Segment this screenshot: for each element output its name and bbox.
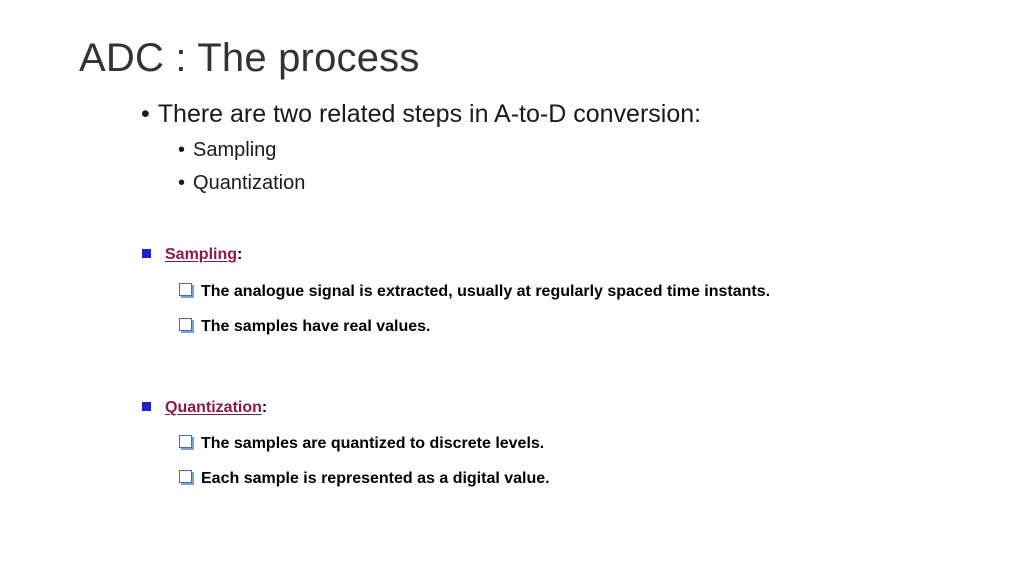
quantization-link[interactable]: Quantization — [165, 399, 262, 416]
sub-bullet-sampling — [178, 139, 276, 162]
sampling-point-2 — [179, 318, 430, 336]
sub-bullet-quantization — [178, 172, 305, 195]
square-bullet-icon — [142, 402, 151, 411]
point-text: Each sample is represented as a digital value. — [201, 470, 550, 487]
checkbox-icon — [179, 318, 192, 331]
point-text: The samples are quantized to discrete levels. — [201, 435, 545, 452]
bullet-dot-icon: • — [141, 100, 150, 128]
intro-bullet — [141, 100, 701, 129]
quantization-point-2 — [179, 470, 550, 488]
section-heading-quantization — [142, 399, 267, 417]
heading-colon: : — [261, 399, 268, 416]
sampling-link[interactable]: Sampling — [165, 246, 238, 263]
checkbox-icon — [179, 435, 192, 448]
quantization-point-1 — [179, 435, 544, 453]
square-bullet-icon — [142, 249, 151, 258]
section-heading-sampling — [142, 246, 242, 264]
point-text: The samples have real values. — [201, 318, 431, 335]
sampling-point-1 — [179, 283, 770, 301]
intro-text: There are two related steps in A-to-D conversion: — [157, 100, 702, 128]
heading-colon: : — [237, 246, 243, 263]
bullet-dot-icon: • — [178, 172, 186, 194]
slide-title: ADC : The process — [79, 36, 420, 80]
bullet-dot-icon: • — [178, 139, 186, 161]
sub-bullet-text: Quantization — [193, 172, 306, 194]
point-text: The analogue signal is extracted, usually at regularly spaced time instants. — [201, 283, 771, 300]
checkbox-icon — [179, 283, 192, 296]
sub-bullet-text: Sampling — [193, 139, 277, 161]
checkbox-icon — [179, 470, 192, 483]
